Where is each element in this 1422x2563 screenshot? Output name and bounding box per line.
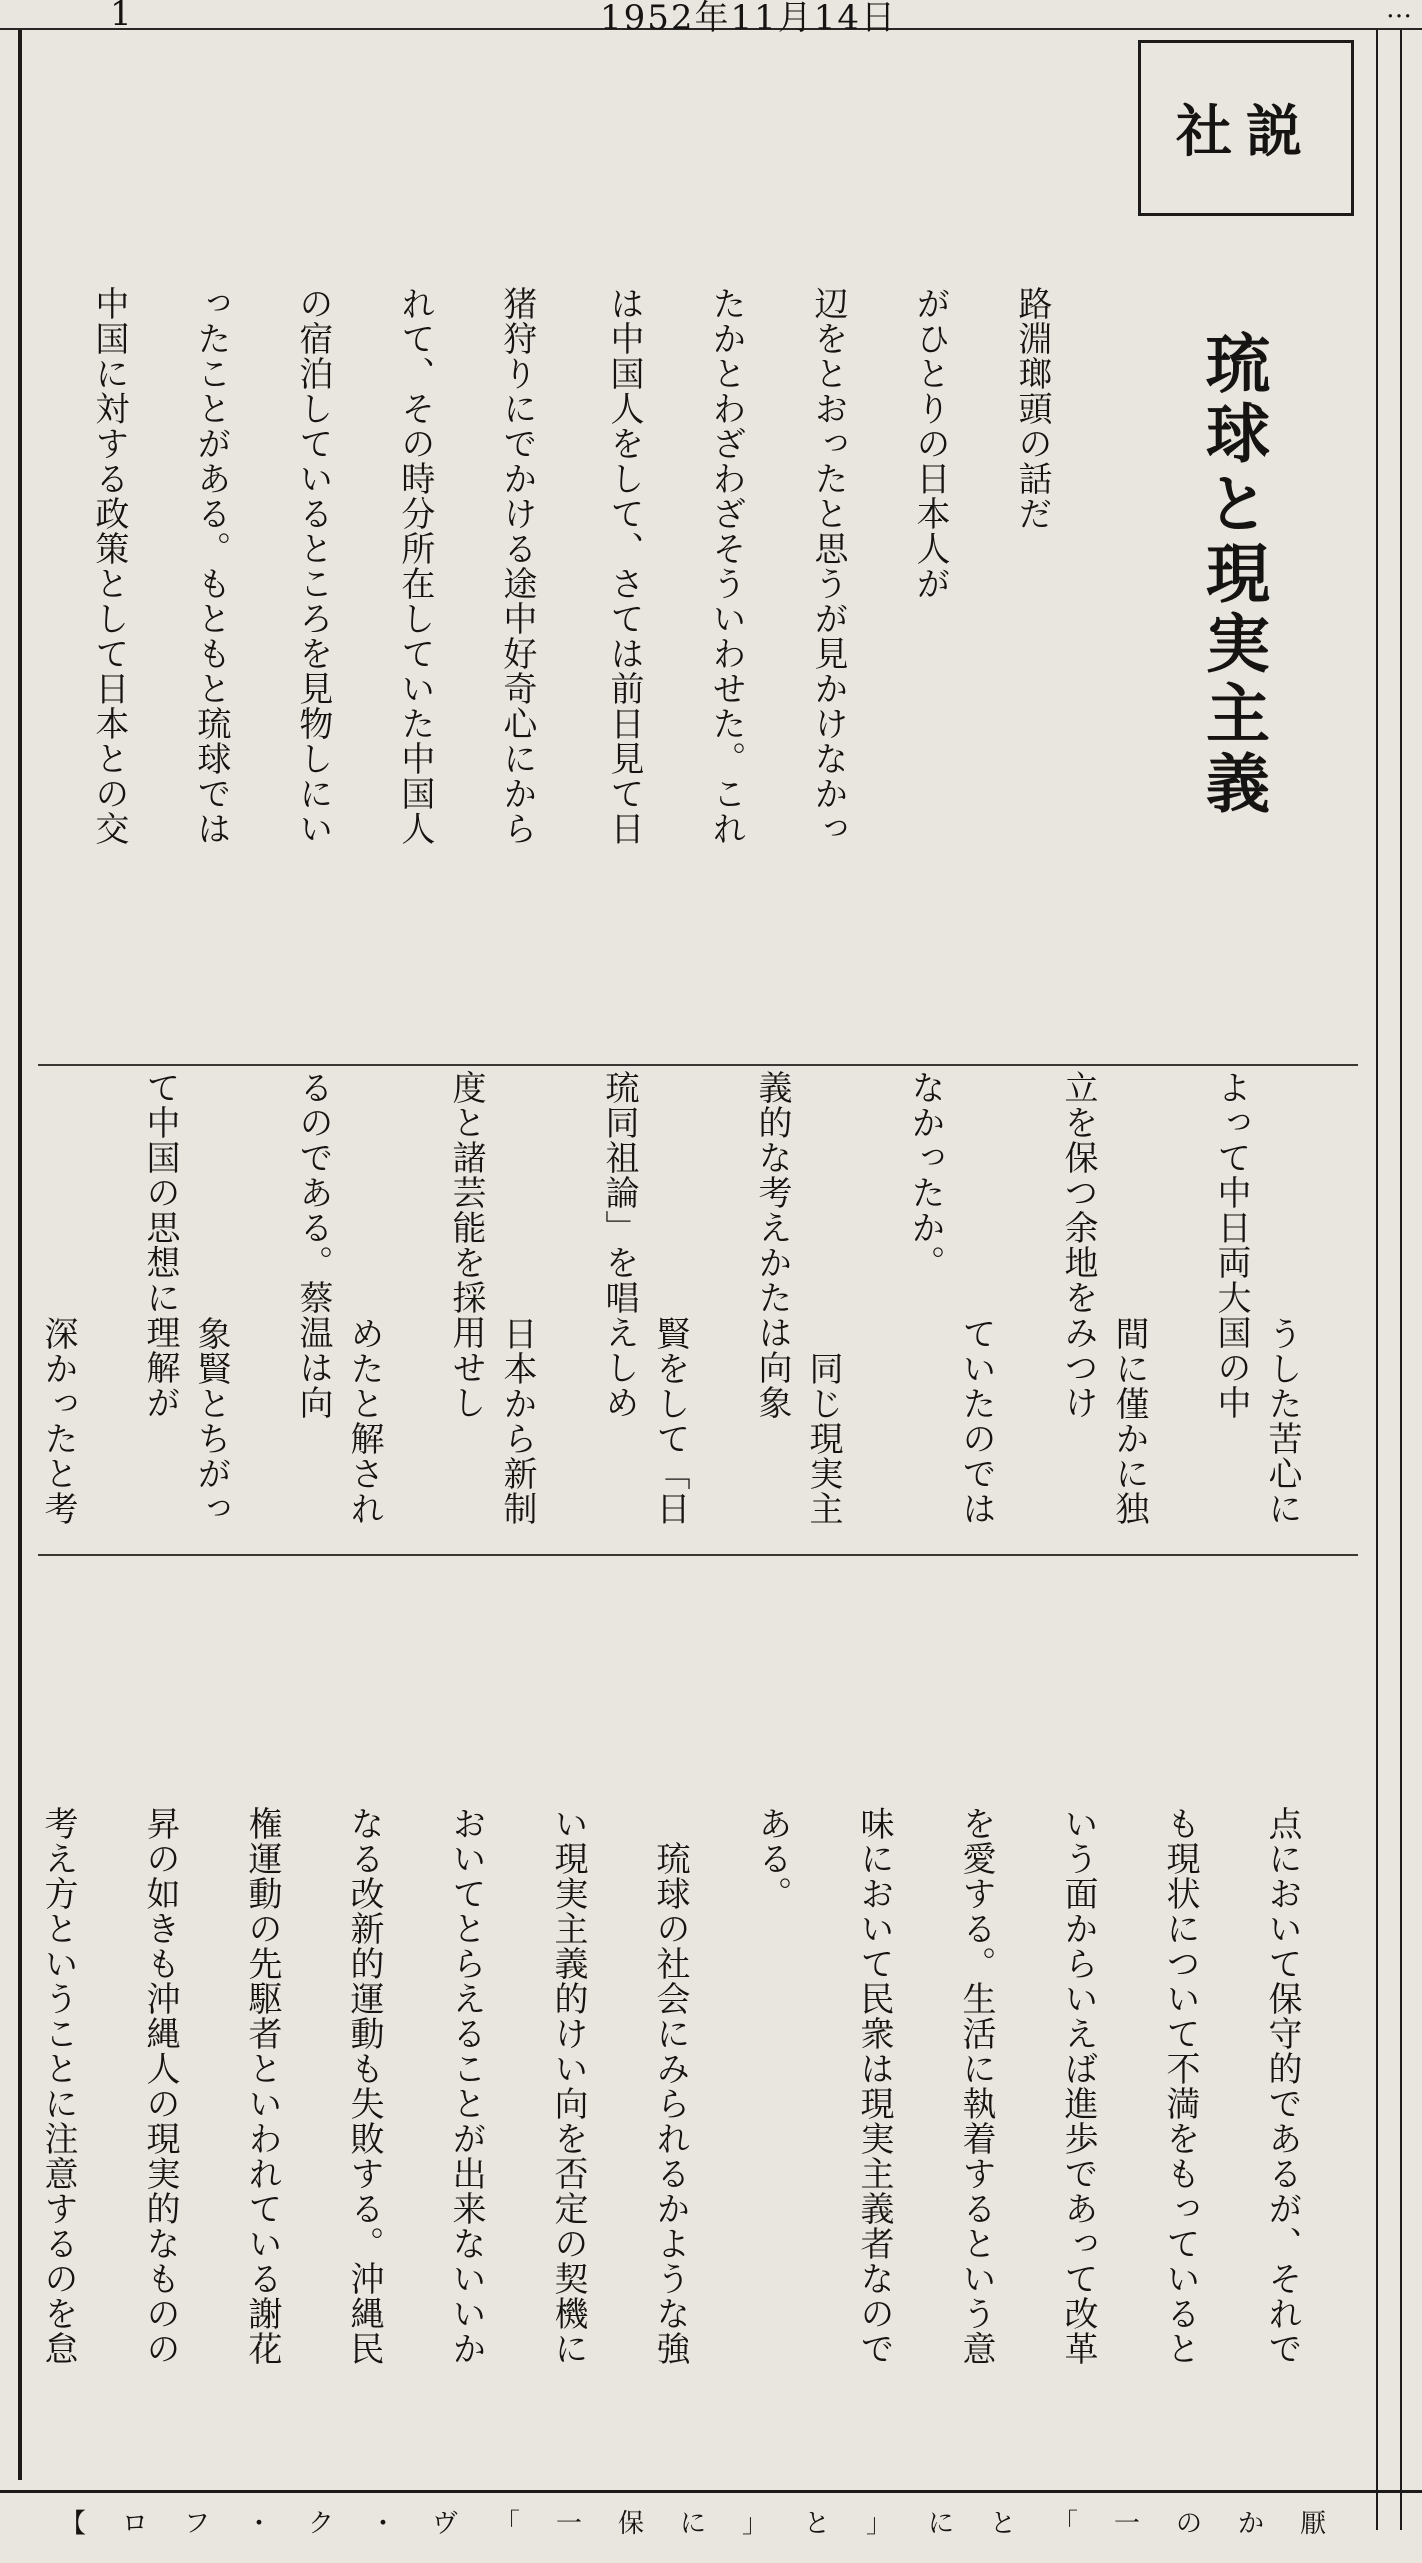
corner-mark: …: [1386, 0, 1412, 24]
text-line: うした苦心によって中日両大国の中: [1211, 1070, 1302, 1526]
tier1-left-text: [38, 40, 593, 1060]
bottom-strip: [0, 2490, 1422, 2563]
editorial-article: [38, 40, 1358, 2460]
text-line: 昇の如きも沖縄人の現実的なものの: [140, 1806, 180, 2366]
tier-divider: [38, 1554, 1358, 1556]
editorial-title: 琉球と現実主義: [1195, 330, 1270, 820]
issue-date: 1952年11月14日: [600, 0, 898, 38]
right-column-rule-2: [1400, 30, 1402, 2530]
tier1-right-text: [593, 40, 1358, 1060]
tier3-text: [38, 1560, 1358, 2450]
text-line: 辺をとおったと思うが見かけなかっ: [808, 286, 848, 846]
text-line: 賢をして「日琉同祖論」を唱えしめ: [599, 1070, 690, 1526]
text-line: 路淵瑯頭の話だ: [1012, 286, 1052, 531]
text-line: の宿泊しているところを見物しにい: [292, 286, 333, 846]
tier2-text: [38, 1070, 1358, 1550]
bottom-strip-text: 【ロフ・ク・ヴ「一保に」と」にと「一のか厭: [60, 2509, 1363, 2539]
text-line: は中国人をして、さては前日見て日: [604, 286, 644, 846]
text-line: 深かったと考: [38, 1316, 78, 1526]
text-line: 味において民衆は現実主義者なので: [854, 1806, 894, 2366]
tier-2: [38, 1070, 1358, 1550]
text-line: 権運動の先駆者といわれている謝花: [242, 1806, 282, 2366]
page-number: 1: [110, 0, 132, 34]
text-line: れて、その時分所在していた中国人: [394, 286, 435, 846]
text-line: も現状について不満をもっていると: [1160, 1806, 1200, 2366]
text-line: 象賢とちがって中国の思想に理解が: [140, 1070, 231, 1526]
right-column-rule: [1376, 30, 1378, 2530]
text-line: 考え方ということに注意するのを怠: [38, 1806, 78, 2366]
text-line: ある。: [752, 1806, 792, 1911]
left-column-rule: [18, 30, 22, 2480]
text-line: 同じ現実主義的な考えかたは向象: [752, 1070, 843, 1526]
text-line: 猪狩りにでかける途中好奇心にから: [496, 286, 537, 846]
editorial-label: 社説: [1176, 99, 1316, 165]
tier-1: [38, 40, 1358, 1060]
text-line: 日本から新制度と諸芸能を採用せし: [446, 1070, 537, 1526]
text-line: ていたのではなかったか。: [905, 1070, 996, 1526]
text-line: 中国に対する政策として日本との交: [88, 286, 129, 846]
text-line: ったことがある。もともと琉球では: [190, 286, 231, 846]
text-line: めたと解されるのである。蔡温は向: [293, 1070, 384, 1526]
text-line: たかとわざわざそういわせた。これ: [706, 286, 746, 846]
text-line: を愛する。生活に執着するという意: [956, 1806, 996, 2366]
text-line: 間に僅かに独立を保つ余地をみつけ: [1058, 1070, 1149, 1526]
text-line: いう面からいえば進歩であって改革: [1058, 1806, 1098, 2366]
text-line: 点において保守的であるが、それで: [1262, 1806, 1302, 2366]
page-header: [0, 0, 1422, 38]
tier-divider: [38, 1064, 1358, 1066]
text-line: がひとりの日本人が: [910, 286, 950, 601]
text-line: おいてとらえることが出来ないいか: [446, 1806, 486, 2366]
text-line: 琉球の社会にみられるかような強: [650, 1841, 690, 2366]
text-line: なる改新的運動も失敗する。沖縄民: [344, 1806, 384, 2366]
tier-3: [38, 1560, 1358, 2450]
text-line: い現実主義的けい向を否定の契機に: [548, 1806, 588, 2366]
